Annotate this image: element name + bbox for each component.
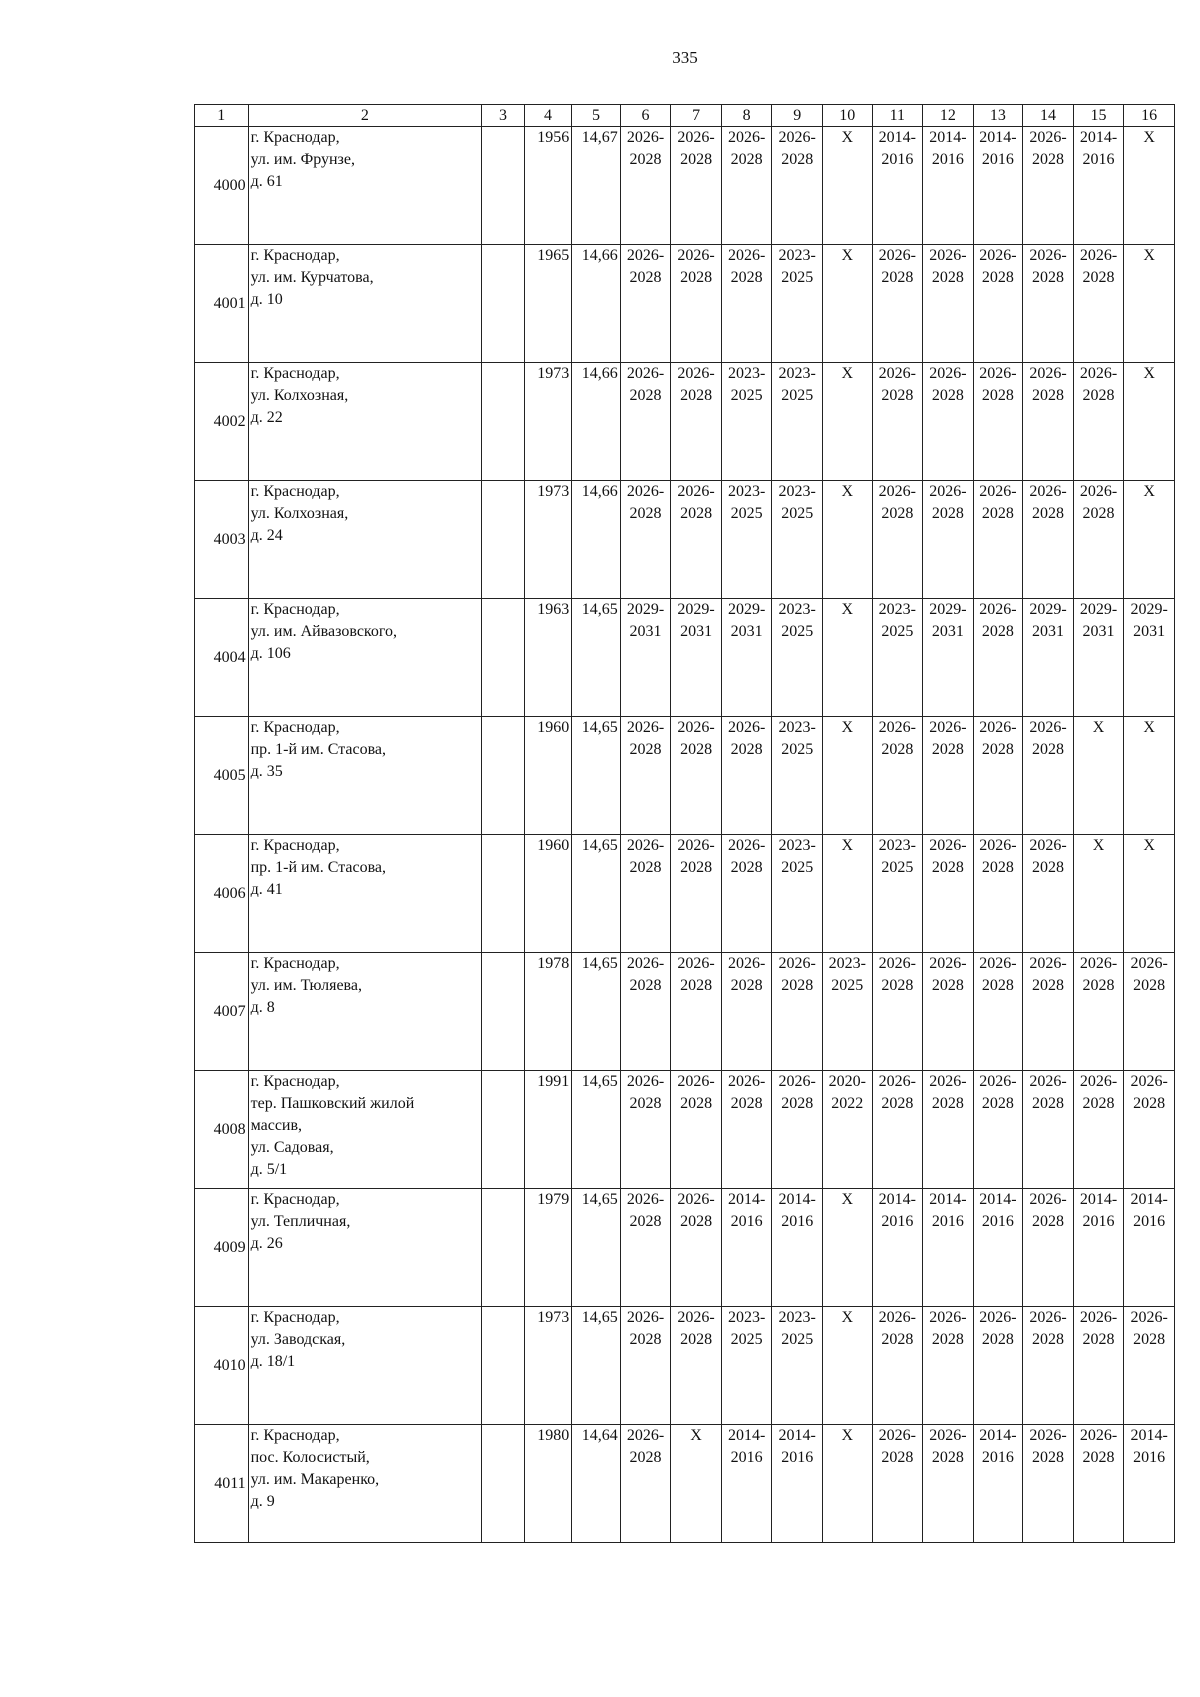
address-line: ул. Колхозная,: [250, 505, 349, 522]
year-cell: 1978: [524, 953, 572, 1071]
address-cell: [248, 1189, 482, 1307]
address-line: д. 35: [250, 763, 283, 780]
period-cell-col-9: 2014- 2016: [772, 1189, 823, 1307]
address-line: д. 24: [250, 527, 283, 544]
period-cell-col-15: 2014- 2016: [1073, 1189, 1124, 1307]
period-cell-col-13: 2026- 2028: [973, 363, 1023, 481]
year-cell: 1973: [524, 481, 572, 599]
column-header-2: 2: [248, 105, 482, 127]
table-row: [195, 717, 1175, 835]
period-cell-col-13: 2026- 2028: [973, 835, 1023, 953]
year-cell: 1960: [524, 717, 572, 835]
column-header-6: 6: [620, 105, 671, 127]
col3-cell: [482, 717, 524, 835]
period-cell-col-7: 2026- 2028: [671, 835, 722, 953]
area-cell: 14,66: [572, 363, 621, 481]
year-cell: 1980: [524, 1425, 572, 1543]
row-number: 4010: [195, 1307, 249, 1425]
period-cell-col-13: 2026- 2028: [973, 953, 1023, 1071]
period-cell-col-12: 2029- 2031: [923, 599, 974, 717]
period-cell-col-10: X: [822, 835, 872, 953]
period-cell-col-7: 2026- 2028: [671, 127, 722, 245]
period-cell-col-14: 2026- 2028: [1023, 1071, 1074, 1189]
period-cell-col-16: 2014- 2016: [1124, 1425, 1175, 1543]
period-cell-col-14: 2026- 2028: [1023, 1425, 1074, 1543]
area-cell: 14,65: [572, 1189, 621, 1307]
period-cell-col-16: 2026- 2028: [1124, 1307, 1175, 1425]
table-row: [195, 1425, 1175, 1543]
col3-cell: [482, 835, 524, 953]
period-cell-col-12: 2014- 2016: [923, 1189, 974, 1307]
table-row: [195, 835, 1175, 953]
period-cell-col-15: 2026- 2028: [1073, 363, 1124, 481]
address-line: ул. им. Айвазовского,: [250, 623, 398, 640]
period-cell-col-8: 2023- 2025: [721, 481, 772, 599]
period-cell-col-11: 2023- 2025: [872, 599, 923, 717]
address-line: д. 8: [250, 999, 275, 1016]
period-cell-col-9: 2023- 2025: [772, 245, 823, 363]
row-number: 4007: [195, 953, 249, 1071]
period-cell-col-12: 2026- 2028: [923, 363, 974, 481]
address-line: д. 26: [250, 1235, 283, 1252]
table-row: [195, 1071, 1175, 1189]
period-cell-col-10: X: [822, 1189, 872, 1307]
address-line: д. 18/1: [250, 1353, 296, 1370]
address-line: д. 10: [250, 291, 283, 308]
address-line: ул. Тепличная,: [250, 1213, 351, 1230]
address-cell: [248, 599, 482, 717]
period-cell-col-13: 2026- 2028: [973, 1307, 1023, 1425]
area-cell: 14,64: [572, 1425, 621, 1543]
address-line: г. Краснодар,: [250, 1427, 340, 1444]
period-cell-col-15: 2026- 2028: [1073, 481, 1124, 599]
address-line: пос. Колосистый,: [250, 1449, 370, 1466]
period-cell-col-9: 2023- 2025: [772, 599, 823, 717]
address-cell: [248, 953, 482, 1071]
period-cell-col-12: 2026- 2028: [923, 953, 974, 1071]
period-cell-col-7: 2026- 2028: [671, 953, 722, 1071]
period-cell-col-15: X: [1073, 717, 1124, 835]
area-cell: 14,65: [572, 835, 621, 953]
row-number: 4001: [195, 245, 249, 363]
period-cell-col-6: 2026- 2028: [620, 1071, 671, 1189]
address-line: г. Краснодар,: [250, 247, 340, 264]
period-cell-col-6: 2026- 2028: [620, 127, 671, 245]
year-cell: 1991: [524, 1071, 572, 1189]
period-cell-col-7: 2026- 2028: [671, 1307, 722, 1425]
period-cell-col-16: X: [1124, 717, 1175, 835]
period-cell-col-13: 2026- 2028: [973, 717, 1023, 835]
year-cell: 1973: [524, 1307, 572, 1425]
period-cell-col-14: 2026- 2028: [1023, 953, 1074, 1071]
period-cell-col-14: 2026- 2028: [1023, 1189, 1074, 1307]
address-line: г. Краснодар,: [250, 719, 340, 736]
period-cell-col-9: 2026- 2028: [772, 127, 823, 245]
period-cell-col-13: 2014- 2016: [973, 127, 1023, 245]
period-cell-col-7: 2026- 2028: [671, 717, 722, 835]
column-header-15: 15: [1073, 105, 1124, 127]
period-cell-col-9: 2023- 2025: [772, 481, 823, 599]
period-cell-col-12: 2026- 2028: [923, 1071, 974, 1189]
period-cell-col-14: 2026- 2028: [1023, 481, 1074, 599]
period-cell-col-15: 2014- 2016: [1073, 127, 1124, 245]
col3-cell: [482, 599, 524, 717]
address-line: г. Краснодар,: [250, 129, 340, 146]
area-cell: 14,65: [572, 717, 621, 835]
period-cell-col-6: 2026- 2028: [620, 717, 671, 835]
period-cell-col-7: 2026- 2028: [671, 363, 722, 481]
period-cell-col-11: 2026- 2028: [872, 1425, 923, 1543]
table-row: [195, 599, 1175, 717]
period-cell-col-16: 2026- 2028: [1124, 953, 1175, 1071]
col3-cell: [482, 481, 524, 599]
period-cell-col-10: X: [822, 717, 872, 835]
row-number: 4006: [195, 835, 249, 953]
period-cell-col-16: 2029- 2031: [1124, 599, 1175, 717]
address-line: д. 22: [250, 409, 283, 426]
row-number: 4002: [195, 363, 249, 481]
period-cell-col-13: 2014- 2016: [973, 1189, 1023, 1307]
period-cell-col-14: 2026- 2028: [1023, 127, 1074, 245]
period-cell-col-14: 2029- 2031: [1023, 599, 1074, 717]
period-cell-col-9: 2023- 2025: [772, 717, 823, 835]
period-cell-col-8: 2026- 2028: [721, 245, 772, 363]
column-header-11: 11: [872, 105, 923, 127]
period-cell-col-16: X: [1124, 363, 1175, 481]
area-cell: 14,67: [572, 127, 621, 245]
column-header-10: 10: [822, 105, 872, 127]
period-cell-col-13: 2014- 2016: [973, 1425, 1023, 1543]
address-cell: [248, 717, 482, 835]
period-cell-col-8: 2023- 2025: [721, 363, 772, 481]
area-cell: 14,65: [572, 1071, 621, 1189]
period-cell-col-10: 2020- 2022: [822, 1071, 872, 1189]
period-cell-col-6: 2026- 2028: [620, 1425, 671, 1543]
period-cell-col-10: X: [822, 363, 872, 481]
period-cell-col-14: 2026- 2028: [1023, 363, 1074, 481]
period-cell-col-12: 2026- 2028: [923, 481, 974, 599]
address-line: д. 61: [250, 173, 283, 190]
period-cell-col-12: 2026- 2028: [923, 1307, 974, 1425]
period-cell-col-16: 2014- 2016: [1124, 1189, 1175, 1307]
period-cell-col-7: 2026- 2028: [671, 1189, 722, 1307]
period-cell-col-8: 2014- 2016: [721, 1189, 772, 1307]
period-cell-col-8: 2026- 2028: [721, 953, 772, 1071]
period-cell-col-10: X: [822, 1425, 872, 1543]
row-number: 4009: [195, 1189, 249, 1307]
period-cell-col-14: 2026- 2028: [1023, 1307, 1074, 1425]
period-cell-col-13: 2026- 2028: [973, 245, 1023, 363]
period-cell-col-11: 2026- 2028: [872, 953, 923, 1071]
period-cell-col-8: 2026- 2028: [721, 127, 772, 245]
period-cell-col-10: X: [822, 245, 872, 363]
area-cell: 14,65: [572, 599, 621, 717]
period-cell-col-11: 2026- 2028: [872, 717, 923, 835]
column-header-5: 5: [572, 105, 621, 127]
period-cell-col-12: 2026- 2028: [923, 1425, 974, 1543]
period-cell-col-16: X: [1124, 127, 1175, 245]
address-line: г. Краснодар,: [250, 483, 340, 500]
table-row: [195, 363, 1175, 481]
address-line: г. Краснодар,: [250, 837, 340, 854]
address-line: пр. 1-й им. Стасова,: [250, 741, 387, 758]
period-cell-col-6: 2026- 2028: [620, 953, 671, 1071]
period-cell-col-8: 2026- 2028: [721, 717, 772, 835]
period-cell-col-9: 2023- 2025: [772, 835, 823, 953]
address-line: г. Краснодар,: [250, 1191, 340, 1208]
table-row: [195, 953, 1175, 1071]
address-line: г. Краснодар,: [250, 1073, 340, 1090]
period-cell-col-15: 2026- 2028: [1073, 245, 1124, 363]
address-cell: [248, 1307, 482, 1425]
year-cell: 1979: [524, 1189, 572, 1307]
period-cell-col-11: 2014- 2016: [872, 1189, 923, 1307]
address-line: д. 106: [250, 645, 291, 662]
period-cell-col-9: 2023- 2025: [772, 1307, 823, 1425]
address-cell: [248, 245, 482, 363]
column-header-1: 1: [195, 105, 249, 127]
period-cell-col-10: X: [822, 127, 872, 245]
period-cell-col-6: 2026- 2028: [620, 245, 671, 363]
period-cell-col-13: 2026- 2028: [973, 599, 1023, 717]
period-cell-col-9: 2014- 2016: [772, 1425, 823, 1543]
column-header-16: 16: [1124, 105, 1175, 127]
address-line: ул. им. Фрунзе,: [250, 151, 355, 168]
period-cell-col-15: 2026- 2028: [1073, 1071, 1124, 1189]
table-row: [195, 245, 1175, 363]
address-cell: [248, 127, 482, 245]
period-cell-col-15: 2029- 2031: [1073, 599, 1124, 717]
period-cell-col-6: 2026- 2028: [620, 481, 671, 599]
period-cell-col-8: 2014- 2016: [721, 1425, 772, 1543]
address-cell: [248, 1071, 482, 1189]
table-body: [195, 105, 1175, 1543]
address-line: ул. им. Курчатова,: [250, 269, 374, 286]
period-cell-col-13: 2026- 2028: [973, 481, 1023, 599]
period-cell-col-10: X: [822, 599, 872, 717]
period-cell-col-7: X: [671, 1425, 722, 1543]
column-header-14: 14: [1023, 105, 1074, 127]
col3-cell: [482, 363, 524, 481]
address-line: г. Краснодар,: [250, 601, 340, 618]
address-cell: [248, 835, 482, 953]
period-cell-col-16: X: [1124, 481, 1175, 599]
period-cell-col-6: 2026- 2028: [620, 363, 671, 481]
period-cell-col-8: 2023- 2025: [721, 1307, 772, 1425]
period-cell-col-10: X: [822, 1307, 872, 1425]
period-cell-col-7: 2026- 2028: [671, 245, 722, 363]
row-number: 4005: [195, 717, 249, 835]
period-cell-col-15: 2026- 2028: [1073, 1307, 1124, 1425]
period-cell-col-9: 2023- 2025: [772, 363, 823, 481]
area-cell: 14,65: [572, 953, 621, 1071]
address-line: г. Краснодар,: [250, 365, 340, 382]
address-line: д. 41: [250, 881, 283, 898]
row-number: 4000: [195, 127, 249, 245]
column-header-7: 7: [671, 105, 722, 127]
housing-register-table: [194, 104, 1175, 1543]
period-cell-col-12: 2014- 2016: [923, 127, 974, 245]
table-row: [195, 1307, 1175, 1425]
address-line: ул. им. Макаренко,: [250, 1471, 380, 1488]
period-cell-col-11: 2023- 2025: [872, 835, 923, 953]
period-cell-col-7: 2029- 2031: [671, 599, 722, 717]
period-cell-col-9: 2026- 2028: [772, 953, 823, 1071]
col3-cell: [482, 1189, 524, 1307]
period-cell-col-6: 2026- 2028: [620, 1189, 671, 1307]
period-cell-col-11: 2014- 2016: [872, 127, 923, 245]
col3-cell: [482, 245, 524, 363]
period-cell-col-9: 2026- 2028: [772, 1071, 823, 1189]
period-cell-col-16: X: [1124, 245, 1175, 363]
period-cell-col-15: 2026- 2028: [1073, 1425, 1124, 1543]
area-cell: 14,66: [572, 245, 621, 363]
period-cell-col-16: 2026- 2028: [1124, 1071, 1175, 1189]
period-cell-col-11: 2026- 2028: [872, 1071, 923, 1189]
column-header-12: 12: [923, 105, 974, 127]
address-line: ул. Колхозная,: [250, 387, 349, 404]
period-cell-col-12: 2026- 2028: [923, 717, 974, 835]
address-cell: [248, 363, 482, 481]
column-header-13: 13: [973, 105, 1023, 127]
period-cell-col-12: 2026- 2028: [923, 245, 974, 363]
period-cell-col-14: 2026- 2028: [1023, 835, 1074, 953]
period-cell-col-16: X: [1124, 835, 1175, 953]
row-number: 4008: [195, 1071, 249, 1189]
period-cell-col-8: 2026- 2028: [721, 1071, 772, 1189]
address-line: д. 9: [250, 1493, 275, 1510]
period-cell-col-11: 2026- 2028: [872, 245, 923, 363]
column-header-row: [195, 105, 1175, 127]
period-cell-col-7: 2026- 2028: [671, 1071, 722, 1189]
address-line: ул. им. Тюляева,: [250, 977, 362, 994]
col3-cell: [482, 127, 524, 245]
area-cell: 14,65: [572, 1307, 621, 1425]
address-line: д. 5/1: [250, 1161, 288, 1178]
period-cell-col-11: 2026- 2028: [872, 1307, 923, 1425]
period-cell-col-6: 2026- 2028: [620, 1307, 671, 1425]
col3-cell: [482, 1071, 524, 1189]
address-cell: [248, 1425, 482, 1543]
page-number: 335: [672, 48, 698, 67]
col3-cell: [482, 953, 524, 1071]
column-header-4: 4: [524, 105, 572, 127]
address-line: ул. Заводская,: [250, 1331, 346, 1348]
area-cell: 14,66: [572, 481, 621, 599]
year-cell: 1956: [524, 127, 572, 245]
period-cell-col-10: 2023- 2025: [822, 953, 872, 1071]
column-header-3: 3: [482, 105, 524, 127]
period-cell-col-14: 2026- 2028: [1023, 717, 1074, 835]
period-cell-col-15: 2026- 2028: [1073, 953, 1124, 1071]
column-header-9: 9: [772, 105, 823, 127]
address-line: г. Краснодар,: [250, 955, 340, 972]
table-row: [195, 481, 1175, 599]
year-cell: 1965: [524, 245, 572, 363]
year-cell: 1960: [524, 835, 572, 953]
period-cell-col-8: 2029- 2031: [721, 599, 772, 717]
address-line: тер. Пашковский жилой: [250, 1095, 415, 1112]
address-line: г. Краснодар,: [250, 1309, 340, 1326]
table-row: [195, 1189, 1175, 1307]
period-cell-col-11: 2026- 2028: [872, 481, 923, 599]
column-header-8: 8: [721, 105, 772, 127]
period-cell-col-13: 2026- 2028: [973, 1071, 1023, 1189]
period-cell-col-12: 2026- 2028: [923, 835, 974, 953]
address-line: массив,: [250, 1117, 303, 1134]
address-cell: [248, 481, 482, 599]
period-cell-col-6: 2026- 2028: [620, 835, 671, 953]
address-line: пр. 1-й им. Стасова,: [250, 859, 387, 876]
period-cell-col-14: 2026- 2028: [1023, 245, 1074, 363]
period-cell-col-6: 2029- 2031: [620, 599, 671, 717]
table-row: [195, 127, 1175, 245]
period-cell-col-8: 2026- 2028: [721, 835, 772, 953]
year-cell: 1963: [524, 599, 572, 717]
col3-cell: [482, 1307, 524, 1425]
period-cell-col-10: X: [822, 481, 872, 599]
row-number: 4011: [195, 1425, 249, 1543]
period-cell-col-15: X: [1073, 835, 1124, 953]
row-number: 4003: [195, 481, 249, 599]
period-cell-col-7: 2026- 2028: [671, 481, 722, 599]
address-line: ул. Садовая,: [250, 1139, 334, 1156]
period-cell-col-11: 2026- 2028: [872, 363, 923, 481]
col3-cell: [482, 1425, 524, 1543]
year-cell: 1973: [524, 363, 572, 481]
row-number: 4004: [195, 599, 249, 717]
